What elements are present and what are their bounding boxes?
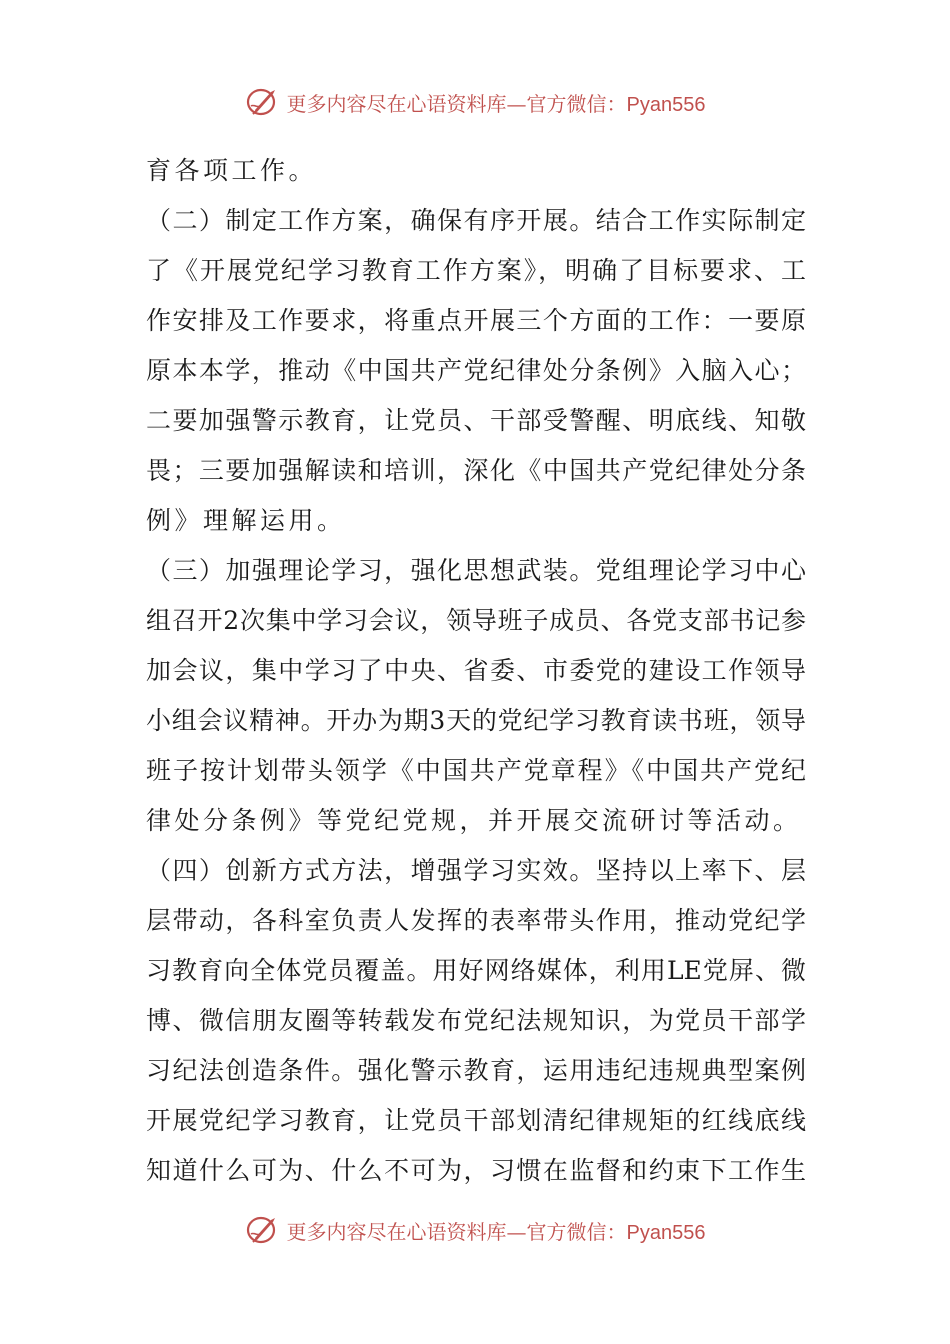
- paragraph-line: 畏；三要加强解读和培训，深化《中国共产党纪律处分条: [146, 456, 806, 485]
- paragraph-line: （四）创新方式方法，增强学习实效。坚持以上率下、层: [146, 856, 806, 885]
- paragraph-line: 律处分条例》等党纪党规，并开展交流研讨等活动。: [146, 806, 802, 835]
- paragraph-line: 例》理解运用。: [146, 506, 346, 535]
- watermark-text: 更多内容尽在心语资料库—官方微信：Pyan556: [286, 1219, 706, 1244]
- paragraph-line: 组召开2次集中学习会议，领导班子成员、各党支部书记参: [146, 606, 806, 635]
- paragraph-line: 班子按计划带头领学《中国共产党章程》《中国共产党纪: [146, 756, 806, 785]
- paragraph-line: （二）制定工作方案，确保有序开展。结合工作实际制定: [146, 206, 806, 235]
- paragraph-line: 层带动，各科室负责人发挥的表率带头作用，推动党纪学: [146, 906, 806, 935]
- paragraph-line: 开展党纪学习教育，让党员干部划清纪律规矩的红线底线: [146, 1106, 806, 1135]
- paragraph-line: 习纪法创造条件。强化警示教育，运用违纪违规典型案例: [146, 1056, 806, 1085]
- watermark-footer: [0, 1208, 950, 1252]
- paragraph-line: 了《开展党纪学习教育工作方案》，明确了目标要求、工: [146, 256, 806, 285]
- pen-quill-logo-icon: [245, 84, 281, 120]
- paragraph-line: 博、微信朋友圈等转载发布党纪法规知识，为党员干部学: [146, 1006, 806, 1035]
- paragraph-line: 作安排及工作要求，将重点开展三个方面的工作：一要原: [146, 306, 806, 335]
- paragraph-line: 小组会议精神。开办为期3天的党纪学习教育读书班，领导: [146, 706, 806, 735]
- paragraph-line: 习教育向全体党员覆盖。用好网络媒体，利用LE党屏、微: [146, 956, 806, 985]
- paragraph-line: 二要加强警示教育，让党员、干部受警醒、明底线、知敬: [146, 406, 806, 435]
- document-body: [146, 146, 806, 1196]
- watermark-text: 更多内容尽在心语资料库—官方微信：Pyan556: [286, 91, 706, 116]
- paragraph-line: （三）加强理论学习，强化思想武装。党组理论学习中心: [146, 556, 806, 585]
- pen-quill-logo-icon: [245, 1212, 281, 1248]
- paragraph-line: 育各项工作。: [146, 156, 318, 185]
- paragraph-line: 加会议，集中学习了中央、省委、市委党的建设工作领导: [146, 656, 806, 685]
- watermark-header: [0, 80, 950, 124]
- paragraph-line: 知道什么可为、什么不可为，习惯在监督和约束下工作生: [146, 1156, 806, 1185]
- paragraph-line: 原本本学，推动《中国共产党纪律处分条例》入脑入心；: [146, 356, 806, 385]
